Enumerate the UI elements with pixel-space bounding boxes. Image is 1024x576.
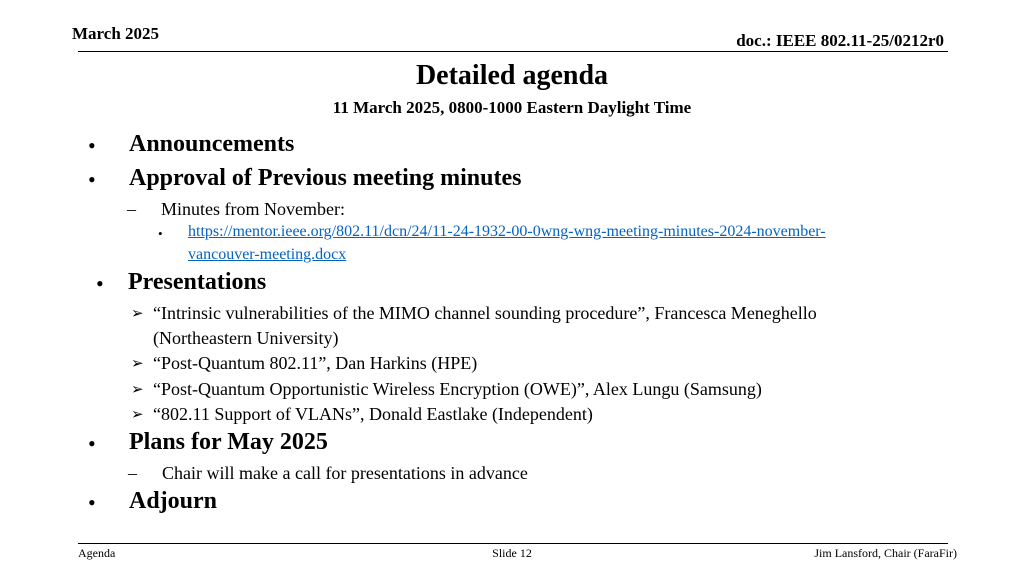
- footer-left: Agenda: [78, 546, 116, 560]
- presentation-item: “802.11 Support of VLANs”, Donald Eastlake (Independent): [153, 404, 593, 424]
- arrow-bullet-icon: ➢: [131, 356, 144, 372]
- minutes-label: Minutes from November:: [161, 199, 345, 219]
- slide-subtitle: 11 March 2025, 0800-1000 Eastern Daylight Time: [332, 98, 692, 117]
- minutes-link-line1[interactable]: https://mentor.ieee.org/802.11/dcn/24/11-24-1932-00-0wng-wng-meeting-minutes-2024-november-: [188, 223, 826, 240]
- dash-marker: –: [127, 199, 136, 219]
- header-date: March 2025: [72, 24, 160, 43]
- header-doc-id: doc.: IEEE 802.11-25/0212r0: [736, 31, 944, 50]
- bullet-marker: •: [96, 271, 104, 296]
- header-divider: [78, 51, 948, 52]
- footer-slide-number: Slide 12: [492, 546, 532, 560]
- presentation-item-continued: (Northeastern University): [153, 328, 339, 348]
- footer-divider: [78, 543, 948, 544]
- agenda-item-plans: Plans for May 2025: [129, 429, 328, 455]
- minutes-link-continued[interactable]: [188, 246, 346, 264]
- presentation-item: “Post-Quantum Opportunistic Wireless Encryption (OWE)”, Alex Lungu (Samsung): [153, 379, 762, 399]
- agenda-item-approval: Approval of Previous meeting minutes: [129, 165, 522, 191]
- footer-right: Jim Lansford, Chair (FaraFir): [814, 546, 957, 560]
- arrow-bullet-icon: ➢: [131, 382, 144, 398]
- agenda-item-presentations: Presentations: [128, 269, 267, 295]
- bullet-marker: •: [88, 431, 96, 456]
- dash-marker: –: [128, 463, 137, 483]
- presentation-item: “Post-Quantum 802.11”, Dan Harkins (HPE): [153, 353, 478, 373]
- minutes-link-line2[interactable]: vancouver-meeting.docx: [188, 246, 347, 263]
- agenda-item-adjourn: Adjourn: [129, 488, 218, 514]
- agenda-item-announcements: Announcements: [129, 131, 295, 157]
- minutes-link[interactable]: [188, 223, 826, 241]
- bullet-marker: •: [158, 226, 163, 241]
- bullet-marker: •: [88, 490, 96, 515]
- arrow-bullet-icon: ➢: [131, 306, 144, 322]
- plans-detail: Chair will make a call for presentations in advance: [162, 463, 528, 483]
- bullet-marker: •: [88, 167, 96, 192]
- slide-title: Detailed agenda: [415, 60, 609, 91]
- bullet-marker: •: [88, 133, 96, 158]
- presentation-item: “Intrinsic vulnerabilities of the MIMO channel sounding procedure”, Francesca Meneghello: [153, 303, 817, 323]
- arrow-bullet-icon: ➢: [131, 407, 144, 423]
